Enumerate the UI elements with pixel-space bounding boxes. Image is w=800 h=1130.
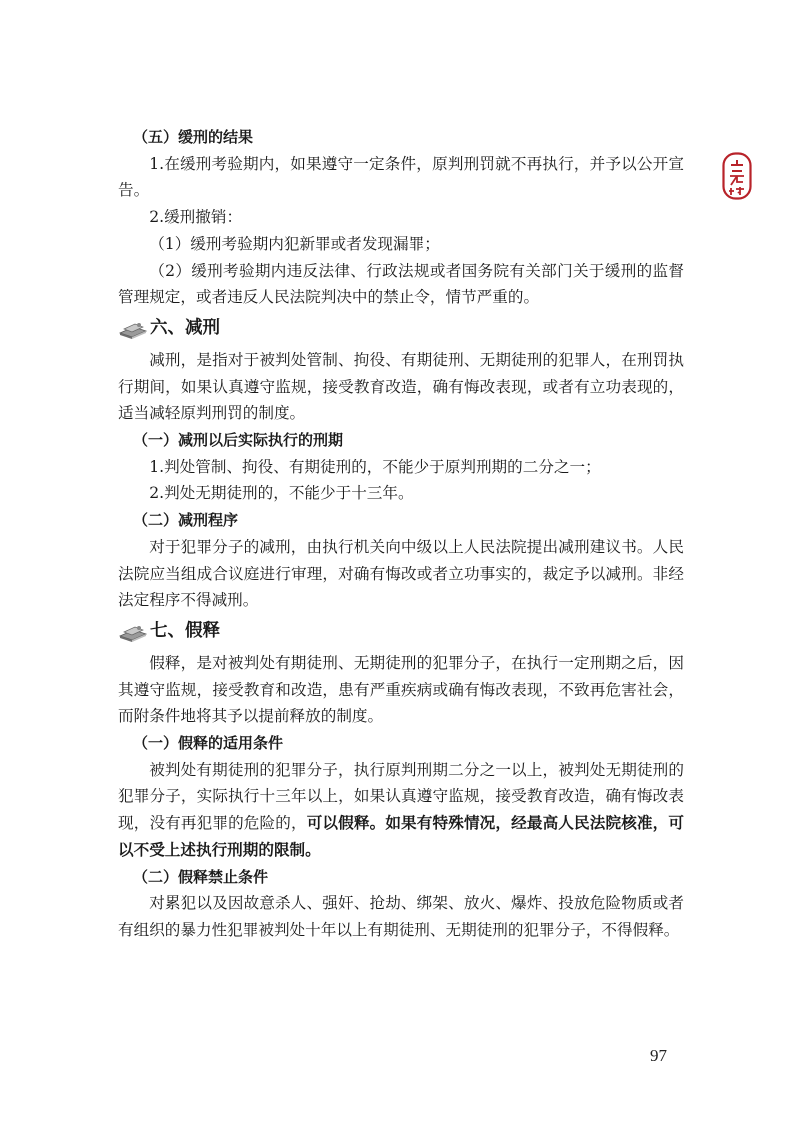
paragraph: 假释，是对被判处有期徒刑、无期徒刑的犯罪分子，在执行一定刑期之后，因其遵守监规，接受教育和改造，患有严重疾病或确有悔改表现，不致再危害社会，而附条件地将其予以提前释放的制度。 [118,653,684,726]
paragraph: 对累犯以及因故意杀人、强奸、抢劫、绑架、放火、爆炸、投放危险物质或者有组织的暴力性犯罪被判处十年以上有期徒刑、无期徒刑的犯罪分子，不得假释。 [118,894,684,939]
page-content [118,124,684,944]
section-heading-commutation [118,313,684,343]
section-heading-parole [118,616,684,646]
paragraph-text: 被判处有期徒刑的犯罪分子，执行原判刑期二分之一以上，被判处无期徒刑的犯罪分子，实际执行十三年以上，如果认真遵守监规，接受教育改造，确有悔改表现，没有再犯罪的危险的， [118,760,684,833]
section-title: 七、假释 [150,620,220,641]
paragraph: 2.缓刑撤销： [149,208,243,227]
paragraph: 2.判处无期徒刑的，不能少于十三年。 [149,484,414,503]
paragraph [118,757,684,864]
seal-logo [722,152,752,200]
subheading: （一）假释的适用条件 [133,734,284,753]
book-stack-icon [118,622,148,640]
subheading: （二）减刑程序 [133,511,239,530]
subheading-probation-result: （五）缓刑的结果 [133,128,254,146]
paragraph: 减刑，是指对于被判处管制、拘役、有期徒刑、无期徒刑的犯罪人，在刑罚执行期间，如果认真遵守监规，接受教育改造，确有悔改表现，或者有立功表现的，适当减轻原判刑罚的制度。 [118,350,684,423]
book-stack-icon [118,319,148,337]
paragraph: （1）缓刑考验期内犯新罪或者发现漏罪； [149,234,440,253]
subheading: （二）假释禁止条件 [133,867,269,886]
subheading: （一）减刑以后实际执行的刑期 [133,431,344,450]
paragraph: 1.判处管制、拘役、有期徒刑的，不能少于原判刑期的二分之一； [149,457,601,476]
page-number: 97 [650,1046,667,1065]
section-title: 六、减刑 [150,317,220,338]
paragraph: 对于犯罪分子的减刑，由执行机关向中级以上人民法院提出减刑建议书。人民法院应当组成合议庭进行审理，对确有悔改或者立功事实的，裁定予以减刑。非经法定程序不得减刑。 [118,537,684,610]
paragraph: （2）缓刑考验期内违反法律、行政法规或者国务院有关部门关于缓刑的监督管理规定，或者违反人民法院判决中的禁止令，情节严重的。 [118,261,684,307]
bold-text: 可以假释。如果有特殊情况，经最高人民法院核准，可以不受上述执行刑期的限制。 [118,813,684,859]
paragraph: 1.在缓刑考验期内，如果遵守一定条件，原判刑罚就不再执行，并予以公开宣告。 [118,154,684,200]
